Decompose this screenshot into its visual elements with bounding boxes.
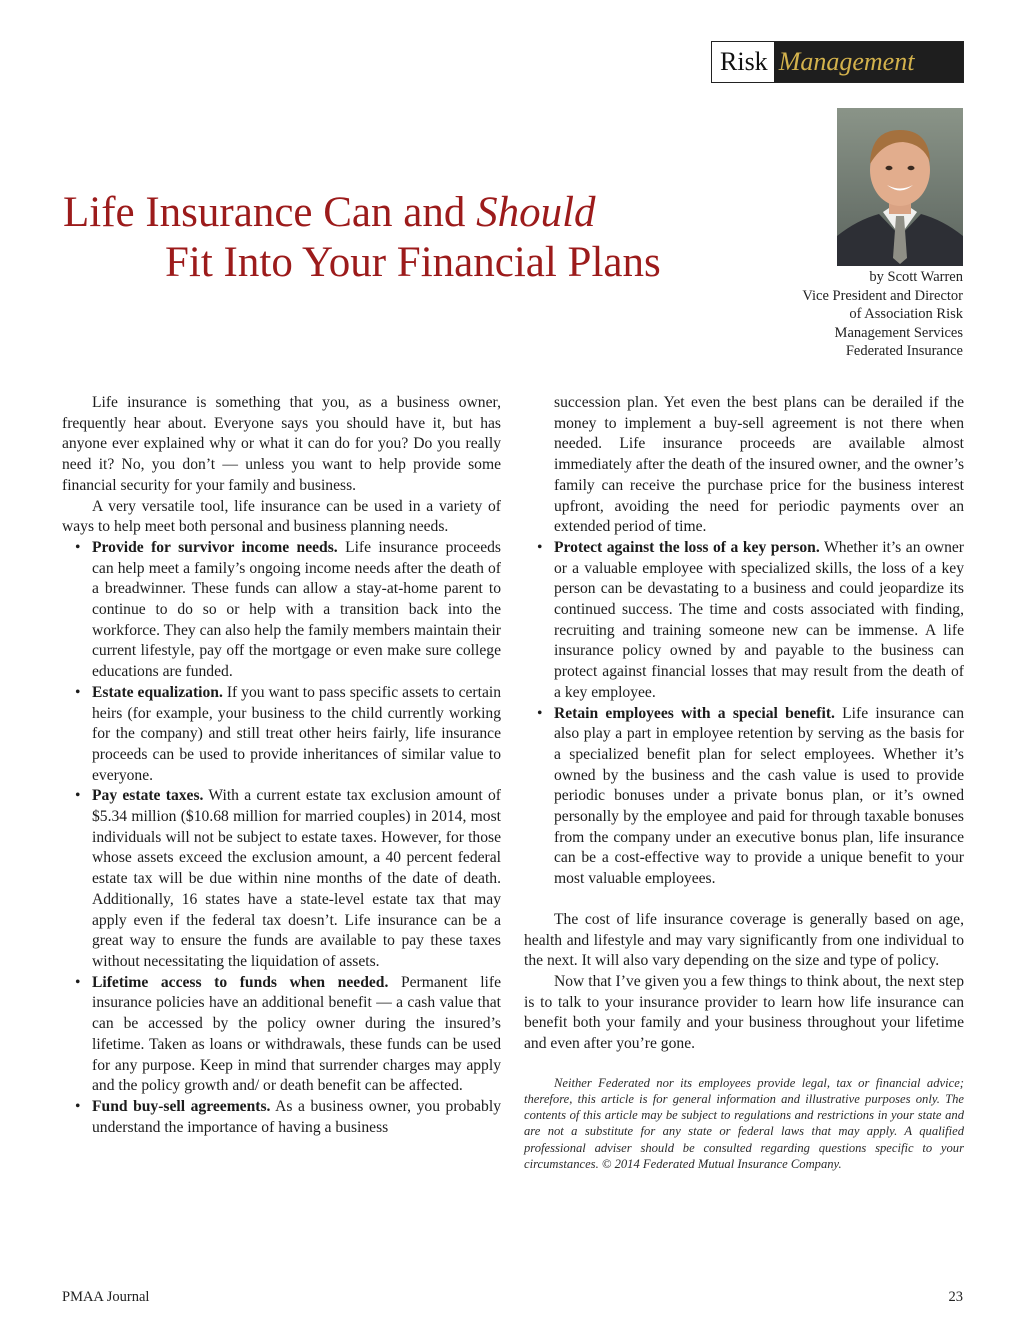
bullet-text: Life insurance proceeds can help meet a family’s ongoing income needs after the death of a breadwinner. These funds can allow a stay-at-home parent to continue to do so or help with a transition back into the workforce. They can also help the family members maintain their current lifestyle, pay off the mortgage or even make sure college educations are funded. bbox=[92, 538, 501, 681]
bullet-text: Permanent life insurance policies have an additional benefit — a cash value that can be accessed by the policy owner during the insured’s lifetime. Taken as loans or withdrawals, these funds can be used for any purpose. Keep in mind that surrender charges may apply and the policy growth and/ or death benefit can be affected. bbox=[92, 973, 502, 1095]
section-tag-risk: Risk bbox=[712, 42, 774, 82]
article-title bbox=[63, 188, 661, 288]
byline-title-line: Vice President and Director bbox=[802, 287, 963, 304]
bullet-heading: Provide for survivor income needs. bbox=[92, 538, 338, 556]
paragraph-continued: succession plan. Yet even the best plans can be derailed if the money to implement a buy-sell agreement is not there when needed. Life insurance proceeds are available almost immediately after the death of the insured owner, and the owner’s family can receive the purchase price for the business interest upfront, avoiding the need for periodic payments over an extended period of time. bbox=[554, 394, 965, 536]
bullet-heading: Estate equalization. bbox=[92, 683, 223, 701]
disclaimer-text: Neither Federated nor its employees provide legal, tax or financial advice; therefore, this article is for general information and illustrative purposes only. The contents of this article may be subject to regulations and restrictions in your state and are not a substitute for any state or federal laws that may apply. A qualified professional adviser should be consulted regarding questions specific to your circumstances. © 2014 Federated Mutual Insurance Company. bbox=[524, 1075, 964, 1171]
list-item bbox=[62, 1097, 501, 1138]
bullet-text: Whether it’s an owner or a valuable employee with specialized skills, the loss of a key person can be devastating to a business and could jeopardize its continued success. The time and costs associated with finding, recruiting and training someone new can be immense. A life insurance policy owned by and payable to the business can protect against financial losses that may result from the death of a key employee. bbox=[554, 538, 964, 701]
bullet-heading: Protect against the loss of a key person. bbox=[554, 538, 820, 556]
list-item bbox=[62, 683, 501, 787]
author-byline bbox=[802, 268, 963, 361]
bullet-heading: Pay estate taxes. bbox=[92, 787, 204, 805]
list-item bbox=[62, 538, 501, 683]
paragraph: The cost of life insurance coverage is generally based on age, health and lifestyle and may vary significantly from one individual to the next. It will also vary depending on the size and type of policy. bbox=[524, 910, 964, 970]
left-column bbox=[62, 393, 501, 1138]
title-line2: Fit Into Your Financial Plans bbox=[165, 239, 661, 286]
list-item bbox=[62, 786, 501, 972]
bullet-text: As a business owner, you probably understand the importance of having a business bbox=[92, 1097, 501, 1136]
section-tag bbox=[711, 41, 964, 83]
paragraph: Now that I’ve given you a few things to think about, the next step is to talk to your insurance provider to learn how life insurance can benefit both your family and your business throughout your lifetime and even after you’re gone. bbox=[524, 972, 964, 1053]
byline-company: Federated Insurance bbox=[845, 343, 963, 359]
paragraph: A very versatile tool, life insurance can be used in a variety of ways to help meet both personal and business planning needs. bbox=[62, 497, 501, 536]
byline-title-line: Management Services bbox=[834, 324, 963, 341]
list-item bbox=[62, 973, 501, 1097]
paragraph: Life insurance is something that you, as a business owner, frequently hear about. Everyone says you should have it, but has anyone ever explained why or what it can do for you? Do you really need it? No, you don’t — unless you want to help provide some financial security for your family and business. bbox=[62, 394, 501, 494]
title-line1: Life Insurance Can and bbox=[63, 189, 477, 236]
right-column bbox=[524, 393, 964, 1172]
bullet-heading: Lifetime access to funds when needed. bbox=[92, 973, 389, 991]
byline-author: by Scott Warren bbox=[869, 269, 963, 285]
list-item bbox=[524, 538, 964, 704]
page-number: 23 bbox=[948, 1289, 963, 1305]
disclaimer bbox=[524, 1075, 964, 1172]
title-emphasis: Should bbox=[476, 189, 596, 236]
list-item bbox=[524, 704, 964, 890]
bullet-heading: Retain employees with a special benefit. bbox=[554, 704, 835, 722]
section-tag-management: Management bbox=[774, 42, 963, 82]
author-photo bbox=[837, 108, 963, 266]
bullet-heading: Fund buy-sell agreements. bbox=[92, 1097, 271, 1115]
byline-title-line: of Association Risk bbox=[849, 306, 963, 322]
bullet-text: If you want to pass specific assets to certain heirs (for example, your business to the child currently working for the company) and still treat other heirs fairly, life insurance proceeds can be used to provide inheritances of similar value to everyone. bbox=[92, 683, 501, 784]
bullet-list bbox=[524, 538, 964, 890]
bullet-text: Life insurance can also play a part in employee retention by serving as the basis for a specialized benefit plan for select employees. Whether it’s owned by the business and the cash value is used to provide periodic bonuses under a private bonus plan, or it’s owned personally by the employee and paid for through taxable bonuses from the company under an executive bonus plan, life insurance can be a cost-effective way to provide a unique benefit to your most valuable employees. bbox=[554, 704, 964, 888]
journal-name: PMAA Journal bbox=[62, 1289, 150, 1305]
bullet-list bbox=[62, 538, 501, 1138]
bullet-text: With a current estate tax exclusion amount of $5.34 million ($10.68 million for married couples) in 2014, most individuals will not be subject to estate taxes. However, for those whose assets exceed the exclusion amount, a 40 percent federal estate tax will be due within nine months of the date of death. Additionally, 16 states have a state-level estate tax that may apply even if the federal tax doesn’t. Life insurance can be a great way to ensure the funds are available to pay these taxes without necessitating the liquidation of assets. bbox=[92, 787, 501, 970]
